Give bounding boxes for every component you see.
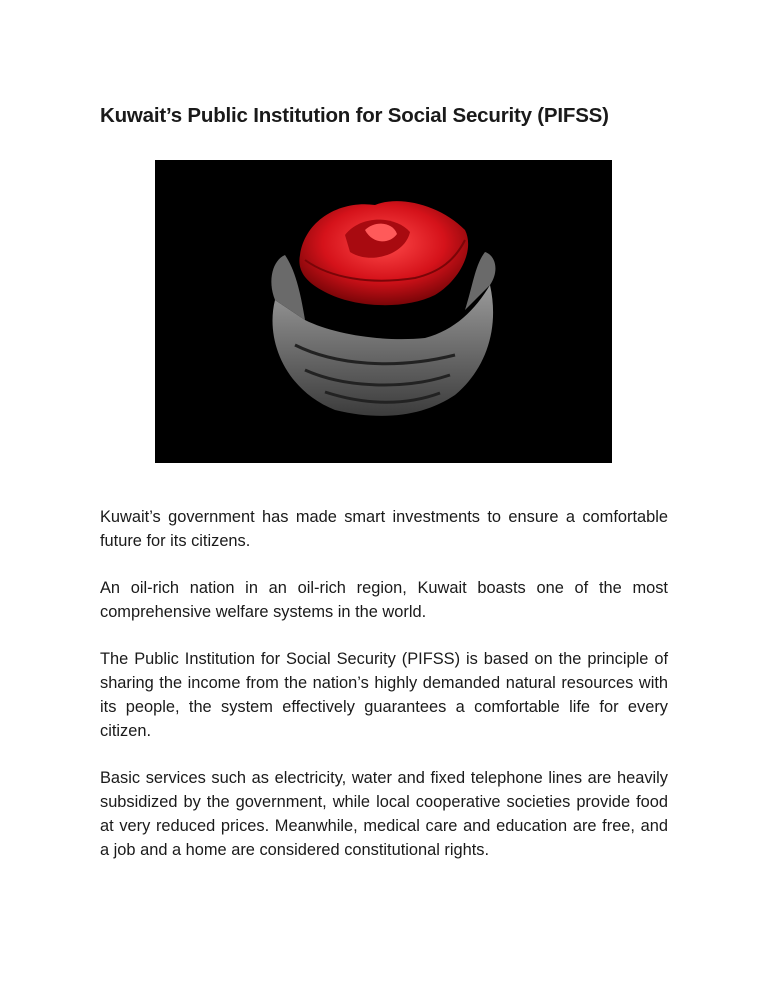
rose-in-hands-image [155, 160, 612, 463]
rose-hands-illustration [155, 160, 612, 463]
paragraph: Basic services such as electricity, water and fixed telephone lines are heavily subsidized by the government, while local cooperative societies provide food at very reduced prices. Meanwhile, medical care and education are free, and a job and a home are considered constitutional rights. [100, 769, 668, 859]
paragraph: An oil-rich nation in an oil-rich region, Kuwait boasts one of the most comprehensive welfare systems in the world. [100, 579, 668, 621]
red-rose [299, 201, 468, 305]
paragraph: Kuwait’s government has made smart investments to ensure a comfortable future for its citizens. [100, 508, 668, 550]
document-body [100, 505, 668, 885]
paragraph: The Public Institution for Social Security (PIFSS) is based on the principle of sharing the income from the nation’s highly demanded natural resources with its people, the system effectively guarantees a comfortable life for every citizen. [100, 650, 668, 740]
page-title: Kuwait’s Public Institution for Social Security (PIFSS) [100, 104, 609, 127]
